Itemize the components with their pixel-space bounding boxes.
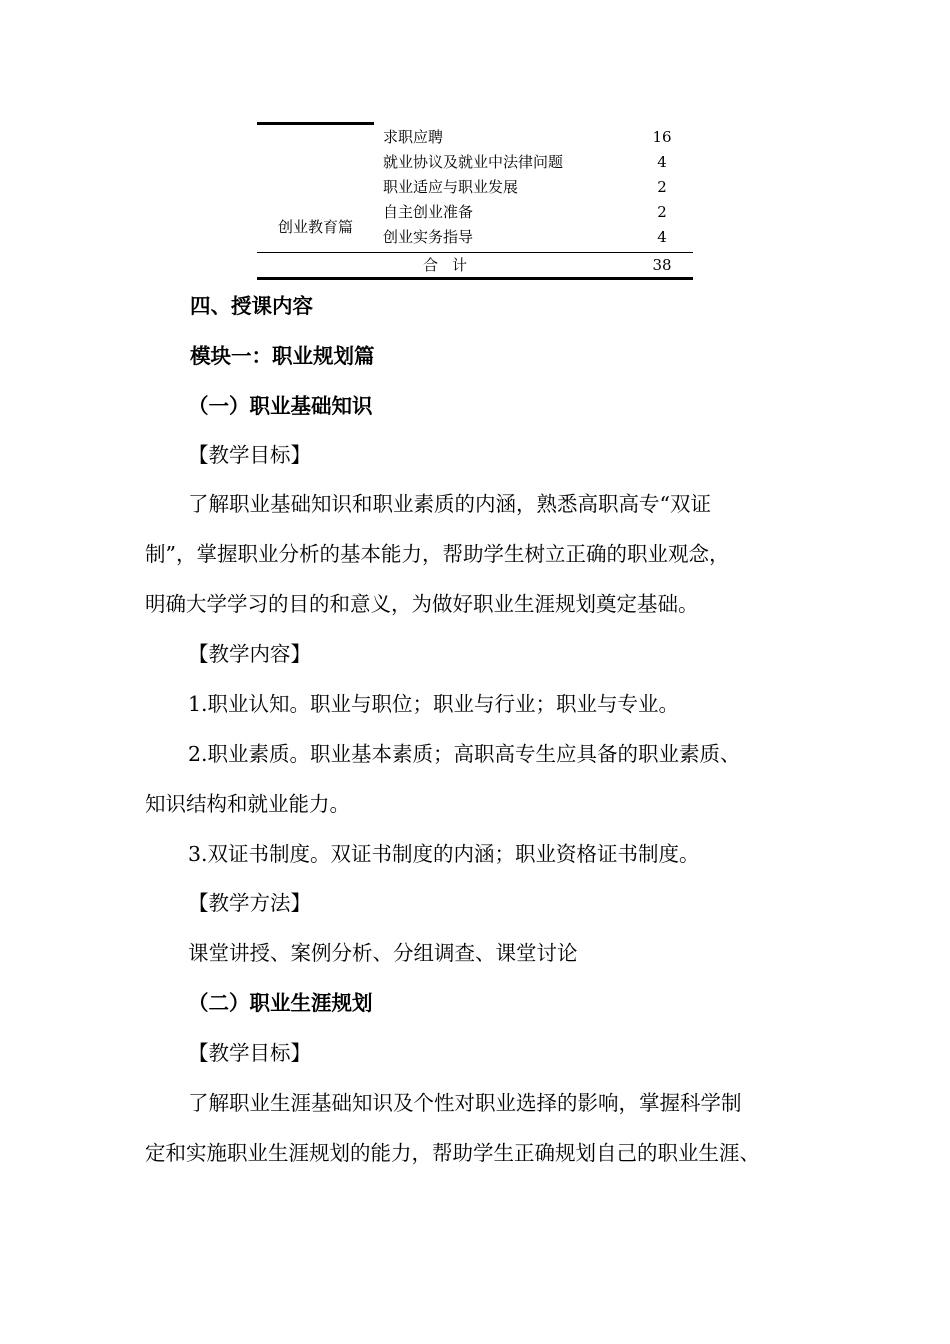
part1-method-label: 【教学方法】: [188, 891, 311, 915]
part1-goal-line: 了解职业基础知识和职业素质的内涵，熟悉高职高专“双证: [188, 492, 711, 516]
table-cell-hours: 16: [652, 128, 672, 146]
table-total-rule: [257, 252, 693, 253]
part1-content-line: 1.职业认知。职业与职位；职业与行业；职业与专业。: [188, 692, 680, 716]
table-cell-item: 求职应聘: [383, 128, 444, 146]
table-section-label: 创业教育篇: [277, 218, 353, 236]
part1-content-label: 【教学内容】: [188, 642, 311, 666]
table-cell-item: 就业协议及就业中法律问题: [383, 153, 564, 171]
module-heading: 模块一：职业规划篇: [190, 344, 375, 368]
table-row: [257, 150, 693, 175]
part2-heading: （二）职业生涯规划: [188, 991, 373, 1015]
table-cell-item: 职业适应与职业发展: [383, 178, 519, 196]
section-heading: 四、授课内容: [190, 294, 313, 318]
table-total-row: [257, 254, 693, 276]
part1-content-line: 3.双证书制度。双证书制度的内涵；职业资格证书制度。: [188, 842, 700, 866]
table-cell-hours: 4: [657, 153, 667, 171]
part2-goal-label: 【教学目标】: [188, 1041, 311, 1065]
table-cell-hours: 2: [657, 178, 667, 196]
table-cell-item: 创业实务指导: [383, 228, 474, 246]
part2-goal-line: 定和实施职业生涯规划的能力，帮助学生正确规划自己的职业生涯、: [145, 1141, 760, 1165]
part1-content-line: 知识结构和就业能力。: [145, 792, 350, 816]
table-cell-hours: 4: [657, 228, 667, 246]
table-bottom-rule: [257, 277, 693, 280]
part1-goal-line: 制”，掌握职业分析的基本能力，帮助学生树立正确的职业观念，: [145, 542, 730, 566]
course-hours-table: [257, 122, 693, 280]
part1-goal-line: 明确大学学习的目的和意义，为做好职业生涯规划奠定基础。: [145, 592, 699, 616]
table-row: [257, 200, 693, 225]
table-cell-item: 自主创业准备: [383, 203, 474, 221]
part1-goal-label: 【教学目标】: [188, 443, 311, 467]
table-row: [257, 125, 693, 150]
table-row: [257, 175, 693, 200]
part1-heading: （一）职业基础知识: [188, 394, 373, 418]
part1-method-text: 课堂讲授、案例分析、分组调查、课堂讨论: [188, 941, 578, 965]
table-row: [257, 225, 693, 250]
table-total-hours: 38: [652, 256, 672, 274]
table-total-label: 合计: [422, 256, 481, 274]
table-cell-hours: 2: [657, 203, 667, 221]
part2-goal-line: 了解职业生涯基础知识及个性对职业选择的影响，掌握科学制: [188, 1091, 742, 1115]
part1-content-line: 2.职业素质。职业基本素质；高职高专生应具备的职业素质、: [188, 742, 741, 766]
